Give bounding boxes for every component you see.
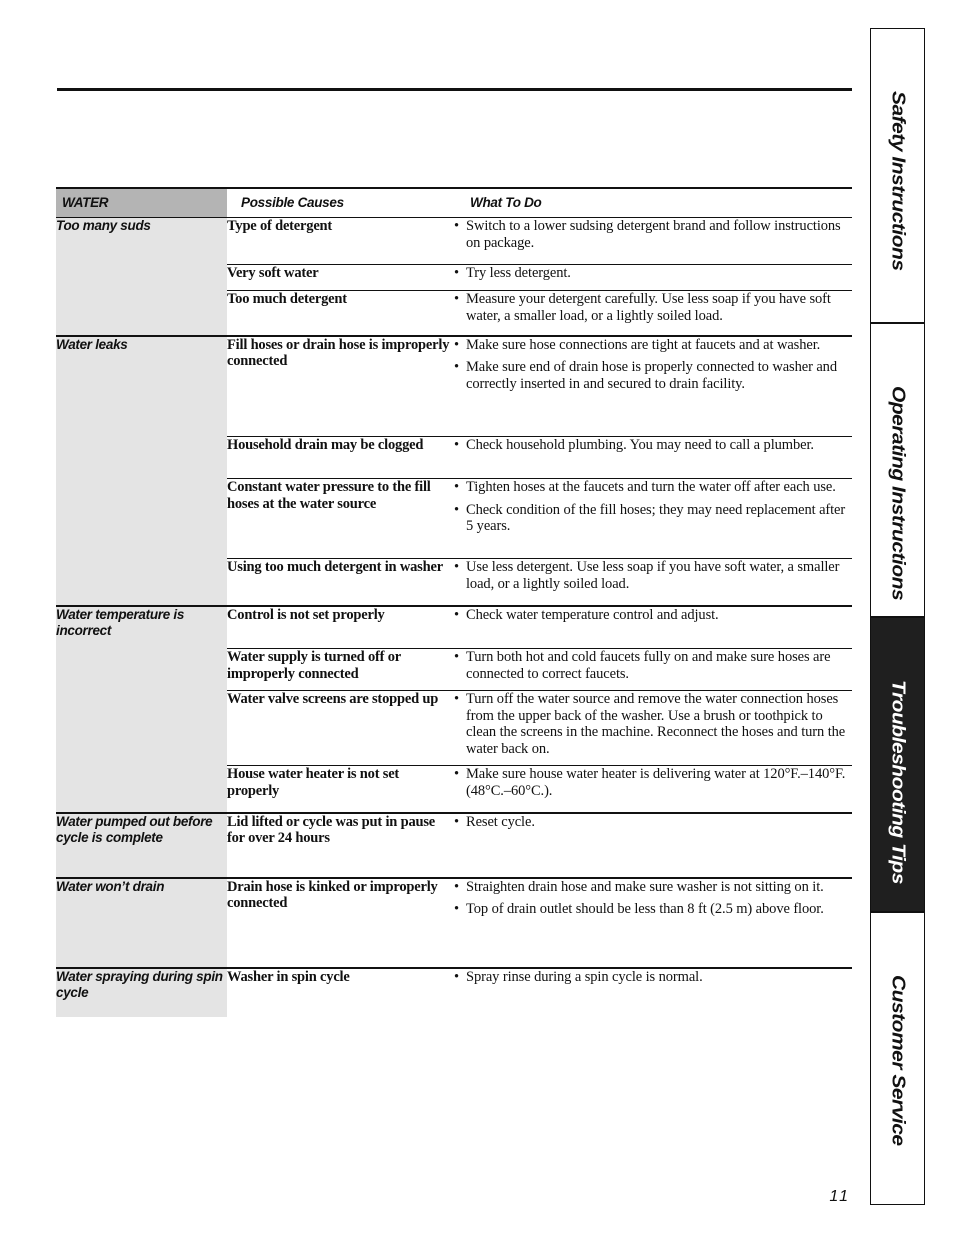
remedy-item: • Measure your detergent carefully. Use less soap if you have soft water, a smaller load, or a lightly soiled load.: [454, 291, 852, 324]
remedy: [454, 649, 852, 691]
cause: House water heater is not set properly: [227, 766, 454, 813]
table-row: [56, 813, 852, 878]
cause: Type of detergent: [227, 218, 333, 234]
remedy-item: • Check household plumbing. You may need to call a plumber.: [454, 437, 852, 454]
remedy-item: • Make sure hose connections are tight at faucets and at washer.: [454, 337, 852, 354]
tab-troubleshooting-tips[interactable]: [871, 616, 924, 913]
problem-water-temperature: Water temperature is incorrect: [56, 606, 227, 813]
page-number: 11: [829, 1188, 850, 1205]
remedy: [454, 878, 852, 968]
remedy: [454, 691, 852, 766]
tab-label: Safety Instructions: [887, 91, 909, 271]
remedy: [454, 336, 852, 437]
tab-safety-instructions[interactable]: [871, 29, 924, 322]
remedy: [454, 559, 852, 606]
tab-customer-service[interactable]: [871, 911, 924, 1206]
table-row: [56, 336, 852, 437]
remedy: [454, 968, 852, 1017]
remedy: [454, 291, 852, 336]
remedy-item: • Turn off the water source and remove the water connection hoses from the upper back of the washer. Use a brush or toothpick to clean the screens in the machine. Reconnect the hoses and turn the water back on.: [454, 691, 852, 757]
remedy-item: • Make sure house water heater is delivering water at 120°F.–140°F.(48°C.–60°C.).: [454, 766, 852, 799]
cause: Water supply is turned off or improperly connected: [227, 649, 454, 691]
remedy: [454, 606, 852, 649]
problem-too-many-suds: Too many suds: [56, 218, 227, 336]
remedy: [454, 813, 852, 878]
cause: Water valve screens are stopped up: [227, 691, 454, 766]
cause: Washer in spin cycle: [227, 968, 454, 1017]
tab-operating-instructions[interactable]: [871, 322, 924, 618]
table-row: [56, 218, 852, 265]
remedy-item: • Switch to a lower sudsing detergent brand and follow instructions on package.: [454, 218, 852, 251]
section-tabs: [870, 28, 925, 1205]
cause: Very soft water: [227, 265, 454, 291]
remedy-item: • Try less detergent.: [454, 265, 852, 282]
remedy-item: • Make sure end of drain hose is properly connected to washer and correctly inserted in and secured to drain facility.: [454, 359, 852, 392]
remedy: [454, 479, 852, 559]
top-rule: [57, 88, 852, 91]
remedy: [454, 437, 852, 479]
problem-water-pumped-out: Water pumped out before cycle is complete: [56, 813, 227, 878]
table-row: [56, 968, 852, 1017]
problem-water-spraying: Water spraying during spin cycle: [56, 968, 227, 1017]
cause: Drain hose is kinked or improperly connected: [227, 878, 454, 968]
remedy-item: • Turn both hot and cold faucets fully on and make sure hoses are connected to correct faucets.: [454, 649, 852, 682]
cause: Fill hoses or drain hose is improperly connected: [227, 336, 454, 437]
tab-label: Operating Instructions: [887, 386, 909, 601]
remedy: [454, 265, 852, 291]
cause: Constant water pressure to the fill hoses at the water source: [227, 479, 454, 559]
remedy-item: • Check condition of the fill hoses; they may need replacement after 5 years.: [454, 502, 852, 535]
cause: Household drain may be clogged: [227, 437, 454, 479]
cause: Too much detergent: [227, 291, 454, 336]
remedy: [454, 766, 852, 813]
remedy-item: • Top of drain outlet should be less than 8 ft (2.5 m) above floor.: [454, 901, 852, 918]
problem-water-wont-drain: Water won’t drain: [56, 878, 227, 968]
remedy-item: • Tighten hoses at the faucets and turn the water off after each use.: [454, 479, 852, 496]
table-header-row: [56, 188, 852, 218]
remedy-item: • Straighten drain hose and make sure washer is not sitting on it.: [454, 879, 852, 896]
remedy: [454, 218, 852, 265]
troubleshooting-table: [56, 187, 852, 1017]
header-problem: WATER: [56, 188, 227, 218]
header-possible-causes: Possible Causes: [241, 195, 344, 210]
tab-label: Customer Service: [887, 975, 909, 1146]
problem-water-leaks: Water leaks: [56, 336, 227, 606]
remedy-item: • Use less detergent. Use less soap if you have soft water, a smaller load, or a lightly soiled load.: [454, 559, 852, 592]
cause: Using too much detergent in washer: [227, 559, 454, 606]
table-row: [56, 606, 852, 649]
remedy-item: • Spray rinse during a spin cycle is normal.: [454, 969, 852, 986]
cause: Control is not set properly: [227, 606, 454, 649]
header-what-to-do: What To Do: [470, 195, 542, 210]
remedy-item: • Reset cycle.: [454, 814, 852, 831]
cause: Lid lifted or cycle was put in pause for over 24 hours: [227, 813, 454, 878]
tab-label: Troubleshooting Tips: [887, 680, 909, 884]
table-row: [56, 878, 852, 968]
remedy-item: • Check water temperature control and adjust.: [454, 607, 852, 624]
